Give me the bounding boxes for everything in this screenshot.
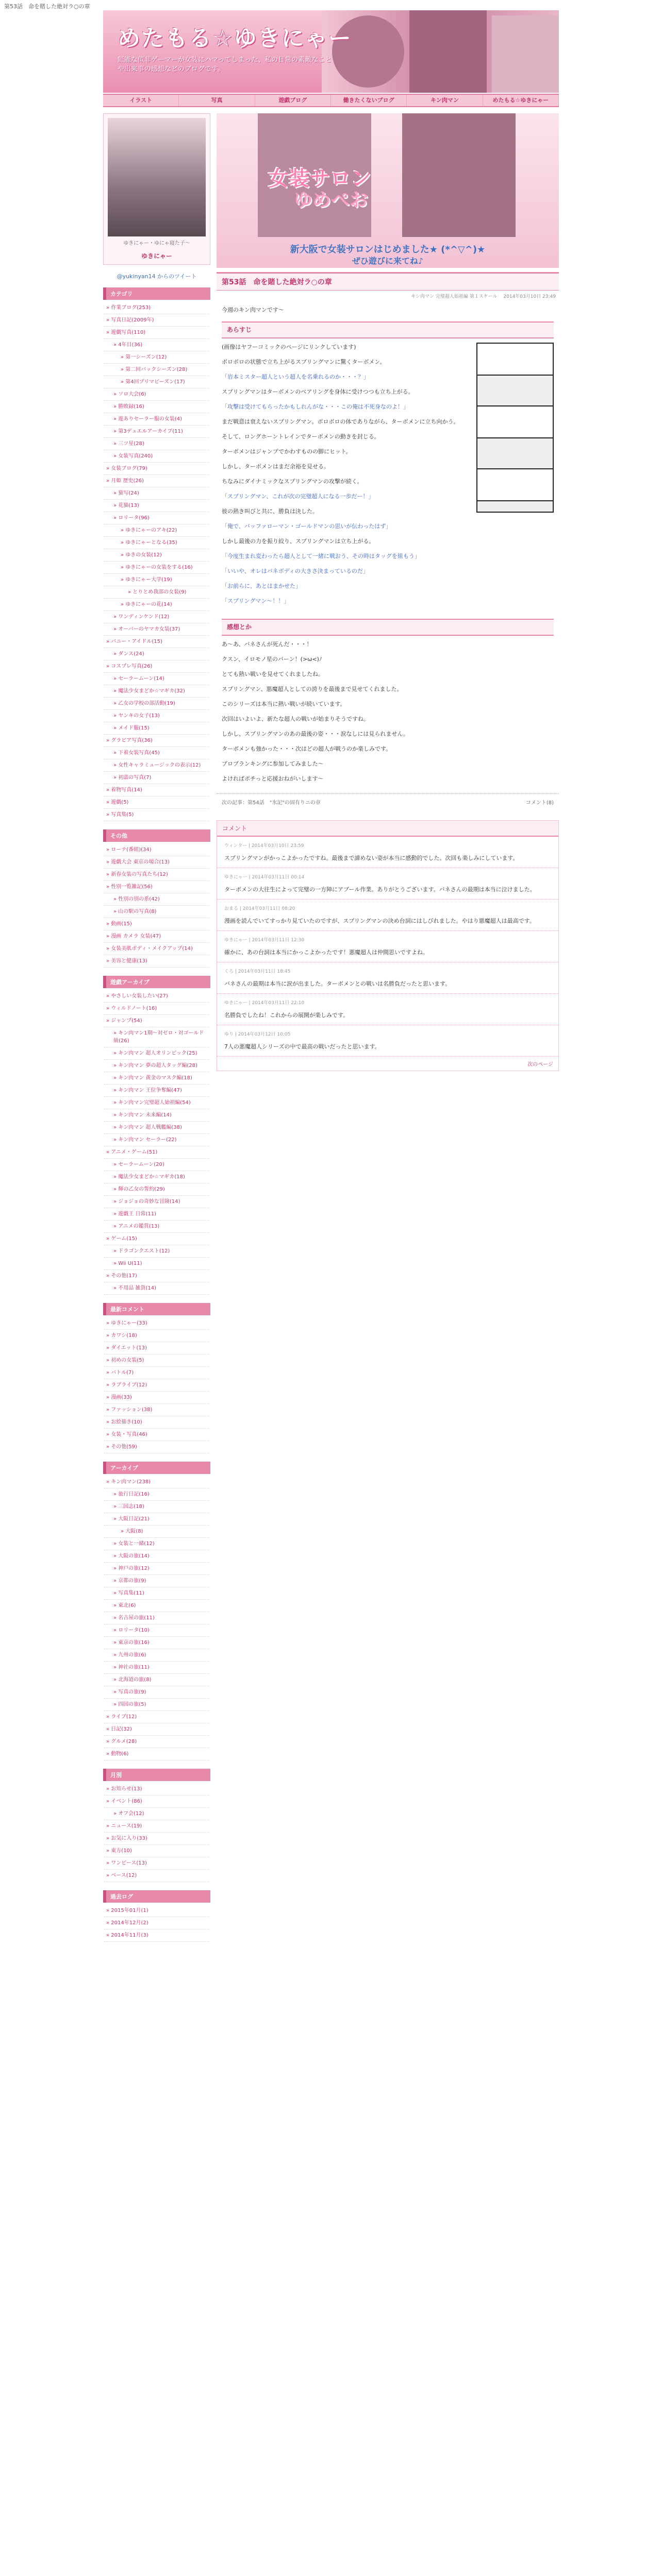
widget-link[interactable]: » ロリータ(96) bbox=[104, 512, 209, 524]
widget-link[interactable]: » ダンス(24) bbox=[104, 648, 209, 660]
widget-link[interactable]: » キン肉マン セーラー(22) bbox=[104, 1134, 209, 1146]
synopsis-paragraph: ちなみにダイナミックなスプリングマンの攻撃が続く。 bbox=[222, 478, 363, 485]
widget-link[interactable]: » 山の駅の写真(8) bbox=[104, 906, 209, 918]
header-photo-2 bbox=[409, 10, 487, 93]
widget-link[interactable]: » 遊ありセーラー服の女装(4) bbox=[104, 413, 209, 426]
profile-photo[interactable] bbox=[108, 118, 206, 236]
widget-link[interactable]: » ベース(12) bbox=[104, 1870, 209, 1882]
entry-intro: 今週のキン肉マンです～ bbox=[222, 307, 284, 313]
site-title[interactable]: めたもる☆ゆきにゃー bbox=[118, 25, 352, 52]
next-entry-link[interactable]: 次の記事：第54話 "氷記"の固有りニの章 bbox=[222, 800, 321, 806]
impressions-paragraph: このシリーズは本当に熱い戦いが続いています。 bbox=[222, 701, 346, 707]
widget-link[interactable]: » とりとめ我部の女装(9) bbox=[104, 586, 209, 599]
widget-link[interactable]: » ニュース(19) bbox=[104, 1820, 209, 1833]
widget-link[interactable]: » オーバーのヤマカ女装(37) bbox=[104, 623, 209, 636]
widget-link[interactable]: » 動画(15) bbox=[104, 918, 209, 930]
widget-link[interactable]: » 東北(6) bbox=[104, 1600, 209, 1612]
widget-link[interactable]: » グラビア写真(36) bbox=[104, 735, 209, 747]
comment-meta: おまる | 2014年03月11日 08:20 bbox=[224, 906, 295, 911]
widget-link[interactable]: » やさしい女装したい(27) bbox=[104, 990, 209, 1003]
widget-link[interactable]: » 下着女装写真(45) bbox=[104, 747, 209, 759]
widget-link[interactable]: » 四国の旅(5) bbox=[104, 1699, 209, 1711]
widget-link[interactable]: » 第4回プリマビーズン(17) bbox=[104, 376, 209, 388]
widget-link[interactable]: » 魔法少女まどか☆マギカ(32) bbox=[104, 685, 209, 698]
widget-link[interactable]: » 女装美肌ボディ・メイクアップ(14) bbox=[104, 943, 209, 955]
widget-link[interactable]: » Wii U(11) bbox=[104, 1258, 209, 1270]
synopsis-paragraph: (画像はヤフーコミックのページにリンクしています) bbox=[222, 344, 356, 350]
widget-link[interactable]: » アニメ・ゲーム(51) bbox=[104, 1146, 209, 1159]
widget-link[interactable]: » キン肉マン 夢の超人タッグ編(28) bbox=[104, 1060, 209, 1072]
widget-link[interactable]: » キン肉マン完璧超人始祖編(54) bbox=[104, 1097, 209, 1109]
widget-link[interactable]: » ラブライブ(12) bbox=[104, 1379, 209, 1392]
nav-item-photo[interactable]: 写真 bbox=[179, 95, 255, 106]
entry-category-link[interactable]: キン肉マン 完璧超人始祖編 第１スケール bbox=[411, 294, 498, 299]
widget-title: 月別 bbox=[103, 1769, 210, 1781]
sidebar-widget bbox=[103, 1890, 210, 1944]
widget-title: 過去ログ bbox=[103, 1890, 210, 1903]
widget-link[interactable]: » ライブ(12) bbox=[104, 1711, 209, 1723]
nav-item-illust[interactable]: イラスト bbox=[103, 95, 179, 106]
synopsis-paragraph: 「岩本ミスター超人という超人を名乗れるのか・・・？」 bbox=[222, 374, 369, 380]
comment-list bbox=[217, 837, 558, 1057]
widget-title: 遊戯アーカイブ bbox=[103, 976, 210, 988]
widget-link[interactable]: » 遊戯(5) bbox=[104, 796, 209, 809]
widget-link[interactable]: » セーラームーン(14) bbox=[104, 673, 209, 685]
widget-link[interactable]: » イベント(86) bbox=[104, 1795, 209, 1808]
widget-link[interactable]: » お知らせ(13) bbox=[104, 1783, 209, 1795]
comment-text: バネさんの最期は本当に涙が出ました。ターボメンとの戦いは名勝負だったと思います。 bbox=[224, 980, 451, 987]
nav-item-work-blog[interactable]: 働きたくないブログ bbox=[331, 95, 407, 106]
synopsis-paragraph: しかし、ターボメンはまだ余裕を見せる。 bbox=[222, 463, 329, 470]
widget-link[interactable]: » ゆきにゃーのアキ(22) bbox=[104, 524, 209, 537]
widget-link[interactable]: » 大阪の旅(14) bbox=[104, 1550, 209, 1563]
widget-list bbox=[103, 1474, 210, 1762]
widget-link[interactable]: » ロリータ(10) bbox=[104, 1624, 209, 1637]
widget-link[interactable]: » ワンディンケンド(12) bbox=[104, 611, 209, 623]
comments-pager[interactable]: 次のページ bbox=[527, 1062, 553, 1067]
synopsis-paragraph: まだ戦意は衰えないスプリングマン。ボロボロの体でありながら、ターボメンに立ち向かう。 bbox=[222, 418, 459, 425]
site-header bbox=[103, 10, 559, 93]
widget-link[interactable]: » 東方(10) bbox=[104, 1845, 209, 1857]
widget-link[interactable]: » 神戸の旅(12) bbox=[104, 1563, 209, 1575]
widget-link[interactable]: » 写真集(11) bbox=[104, 1587, 209, 1600]
widget-title: カテゴリ bbox=[103, 287, 210, 300]
banner-caption: 新大阪で女装サロンはじめました★ (*^▽^)★ bbox=[290, 244, 486, 255]
widget-link[interactable]: » コスプレ写真(26) bbox=[104, 660, 209, 673]
widget-link[interactable]: » キン肉マン 王位争奪編(47) bbox=[104, 1084, 209, 1097]
widget-link[interactable]: » 東京の旅(16) bbox=[104, 1637, 209, 1649]
widget-link[interactable]: » 遊戯大会 東京の場合(13) bbox=[104, 856, 209, 869]
widget-link[interactable]: » 九州の旅(6) bbox=[104, 1649, 209, 1662]
synopsis-paragraph: 彼の熱き叫びと共に、勝負は決した。 bbox=[222, 508, 318, 515]
nav-item-home[interactable]: めたもる☆ゆきにゃー bbox=[483, 95, 559, 106]
widget-link[interactable]: » ローテ(番組)(34) bbox=[104, 844, 209, 856]
comment-meta: ゆきにゃー | 2014年03月11日 12:30 bbox=[224, 938, 305, 943]
comment bbox=[217, 1025, 558, 1057]
comment bbox=[217, 962, 558, 994]
widget-link[interactable]: » 性別の別の系(42) bbox=[104, 893, 209, 906]
widget-list bbox=[103, 300, 210, 823]
widget-link[interactable]: » カワシ(18) bbox=[104, 1330, 209, 1342]
widget-link[interactable]: » キン肉マン1期～対ゼロ・対ゴールド級(26) bbox=[104, 1027, 209, 1047]
comment bbox=[217, 931, 558, 962]
nav-item-game-blog[interactable]: 遊戯ブログ bbox=[255, 95, 331, 106]
widget-link[interactable]: » 月姫 歴史(26) bbox=[104, 475, 209, 487]
widget-link[interactable]: » アニメの鑑賞(13) bbox=[104, 1221, 209, 1233]
sidebar-widget bbox=[103, 829, 210, 970]
widget-link[interactable]: » 女性キャラミュージックの表示(12) bbox=[104, 759, 209, 772]
comment bbox=[217, 837, 558, 868]
widget-link[interactable]: » 三ツ星(28) bbox=[104, 438, 209, 450]
widget-link[interactable]: » 新春女装の写真たち(12) bbox=[104, 869, 209, 881]
manga-image[interactable] bbox=[476, 343, 554, 513]
widget-list bbox=[103, 988, 210, 1297]
banner-main-text: 女装サロン bbox=[268, 167, 371, 191]
widget-link[interactable]: » 日記(32) bbox=[104, 1723, 209, 1736]
widget-link[interactable]: » 2014年11月(3) bbox=[104, 1929, 209, 1942]
comment bbox=[217, 994, 558, 1025]
widget-link[interactable]: » 不用品 雑貨(14) bbox=[104, 1282, 209, 1295]
widget-link[interactable]: » 4年目(36) bbox=[104, 339, 209, 351]
widget-link[interactable]: » 大阪日記(21) bbox=[104, 1513, 209, 1526]
widget-link[interactable]: » 2015年01月(1) bbox=[104, 1905, 209, 1917]
widget-list bbox=[103, 1781, 210, 1884]
entry-date: 2014年03月10日 23:49 bbox=[503, 294, 556, 299]
sidebar-widget bbox=[103, 1769, 210, 1884]
sidebar-widget bbox=[103, 1303, 210, 1455]
banner-photo-right bbox=[402, 113, 516, 237]
widget-link[interactable]: » 女装・写真(46) bbox=[104, 1429, 209, 1441]
widget-link[interactable]: » 美容と健康(13) bbox=[104, 955, 209, 968]
widget-list bbox=[103, 1315, 210, 1455]
header-photo-3 bbox=[492, 15, 559, 93]
widget-link[interactable]: » 輝の乙女の誓約(29) bbox=[104, 1183, 209, 1196]
widget-link[interactable]: » 漫画 カメラ 女装(47) bbox=[104, 930, 209, 943]
widget-link[interactable]: » 第3デュエルアーカイブ(11) bbox=[104, 426, 209, 438]
synopsis-paragraph: 「いいや、オレはバネボディの大きさ決まっているのだ」 bbox=[222, 568, 369, 574]
widget-link[interactable]: » 魔法少女まどか☆マギカ(18) bbox=[104, 1171, 209, 1183]
comment-meta: ゆきにゃー | 2014年03月11日 22:10 bbox=[224, 1001, 305, 1006]
widget-link[interactable]: » その他(59) bbox=[104, 1441, 209, 1453]
widget-link[interactable]: » ゆきにゃー大学(19) bbox=[104, 574, 209, 586]
comment-text: 名勝負でしたね！これからの展開が楽しみです。 bbox=[224, 1012, 349, 1019]
widget-link[interactable]: » ソロ大会(6) bbox=[104, 388, 209, 401]
widget-link[interactable]: » 勝敗録(16) bbox=[104, 401, 209, 413]
comment-text: 確かに、あの台詞は本当にかっこよかったです！悪魔超人は仲間思いですよね。 bbox=[224, 949, 428, 956]
widget-link[interactable]: » 神社の旅(11) bbox=[104, 1662, 209, 1674]
widget-link[interactable]: » 初詣の写真(7) bbox=[104, 772, 209, 784]
browser-title-bar: 第53話 命を賭した絶対ラ○の章 bbox=[4, 3, 90, 10]
widget-link[interactable]: » 乙女の学校の部活動(19) bbox=[104, 698, 209, 710]
widget-link[interactable]: » 大阪(8) bbox=[104, 1526, 209, 1538]
widget-link[interactable]: » ワンピース(13) bbox=[104, 1857, 209, 1870]
nav-item-kinnikuman[interactable]: キン肉マン bbox=[407, 95, 483, 106]
widget-link[interactable]: » ファッション(38) bbox=[104, 1404, 209, 1416]
banner-sub-text: ゆめぺお bbox=[294, 190, 369, 211]
impressions-paragraph: あ～あ、バネさんが死んだ・・・！ bbox=[222, 641, 312, 648]
profile-name[interactable]: ゆきにゃー bbox=[141, 252, 172, 260]
widget-link[interactable]: » ヤンキの女子(13) bbox=[104, 710, 209, 722]
synopsis-paragraph: 「攻撃は受けてもらったかもしれんがな・・・この俺は不死身なのよ！」 bbox=[222, 403, 409, 410]
sidebar bbox=[103, 113, 210, 1950]
entry-footer bbox=[217, 793, 559, 810]
widget-link[interactable]: » バニー・アイドル(15) bbox=[104, 636, 209, 648]
widget-link[interactable]: » 名古屋の旅(11) bbox=[104, 1612, 209, 1624]
synopsis-paragraph: ボロボロの状態で立ち上がるスプリングマンに驚くターボメン。 bbox=[222, 359, 386, 365]
global-nav bbox=[103, 94, 559, 107]
widget-link[interactable]: » 遊戯王 日常(11) bbox=[104, 1208, 209, 1221]
widget-link[interactable]: » バトル(7) bbox=[104, 1367, 209, 1379]
impressions-paragraph: 次回はいよいよ、新たな超人の戦いが始まりそうですね。 bbox=[222, 716, 369, 722]
impressions-heading: 感想とか bbox=[222, 619, 554, 636]
widget-link[interactable]: » キン肉マン 黄金のマスク編(18) bbox=[104, 1072, 209, 1084]
widget-link[interactable]: » ウィルドノート(16) bbox=[104, 1003, 209, 1015]
widget-link[interactable]: » グルメ(28) bbox=[104, 1736, 209, 1748]
impressions-paragraph: ターボメンも強かった・・・次はどの超人が戦うのか楽しみです。 bbox=[222, 745, 392, 752]
comments-section bbox=[217, 820, 559, 1071]
comment-meta: くろ | 2014年03月11日 18:45 bbox=[224, 969, 291, 974]
widget-link[interactable]: » 初めの女装(5) bbox=[104, 1354, 209, 1367]
comment-meta: ゆり | 2014年03月12日 10:05 bbox=[224, 1032, 291, 1037]
synopsis-paragraph: しかし最後の力を振り絞り、スプリングマンは立ち上がる。 bbox=[222, 538, 375, 545]
widget-list bbox=[103, 1903, 210, 1944]
comment-text: ターボメンの大往生によって完璧の一方陣にアブール作業。ありがとうございます。バネさんの最期は本当に泣けました。 bbox=[224, 886, 536, 893]
comments-count-link[interactable]: コメント(8) bbox=[525, 800, 554, 806]
widget-link[interactable]: » 京都の旅(9) bbox=[104, 1575, 209, 1587]
widget-link[interactable]: » 女装と一緒(12) bbox=[104, 1538, 209, 1550]
widget-link[interactable]: » 猫写(24) bbox=[104, 487, 209, 500]
synopsis-heading: あらすじ bbox=[222, 321, 554, 338]
widget-link[interactable]: » ダイエット(13) bbox=[104, 1342, 209, 1354]
widget-link[interactable]: » ゲーム(15) bbox=[104, 1233, 209, 1245]
widget-link[interactable]: » 写真集(5) bbox=[104, 809, 209, 821]
impressions-paragraph: よければポチっと応援おねがいします～ bbox=[222, 775, 324, 782]
banner-caption-2: ぜひ遊びに来てね♪ bbox=[352, 256, 424, 266]
impressions-paragraph: クスン、イロモノ星のバーン！(>ω<)ﾉ bbox=[222, 656, 322, 663]
comment bbox=[217, 900, 558, 931]
header-photo-strip bbox=[322, 10, 559, 93]
impressions-paragraph: プロブランキングに参加してみました～ bbox=[222, 760, 324, 767]
comment bbox=[217, 868, 558, 900]
impressions-paragraph: しかし、スプリングマンのあの最後の姿・・・涙なしには見られません。 bbox=[222, 731, 409, 737]
widget-link[interactable]: » 遊戯写真(110) bbox=[104, 327, 209, 339]
comment-meta: ウィンター | 2014年03月10日 23:59 bbox=[224, 843, 304, 849]
entry-body bbox=[217, 301, 559, 793]
site-description: 無能な似非ゲーマーが女装にハマってしまった、私の日常の素敵なことや出来事の感想などのブログです。 bbox=[118, 56, 332, 73]
twitter-link[interactable]: @yukinyan14 からのツイート bbox=[117, 273, 197, 280]
comments-heading: コメント bbox=[217, 821, 558, 837]
widget-link[interactable]: » 着物写真(14) bbox=[104, 784, 209, 796]
comment-text: スプリングマンがかっこよかったですね。最後まで諦めない姿が本当に感動的でした。次回も楽しみにしています。 bbox=[224, 855, 519, 861]
widget-title: 最新コメント bbox=[103, 1303, 210, 1315]
sidebar-widget bbox=[103, 287, 210, 823]
widget-link[interactable]: » ジョジョの奇妙な冒険(14) bbox=[104, 1196, 209, 1208]
widget-link[interactable]: » キン肉マン(238) bbox=[104, 1476, 209, 1488]
entry-meta bbox=[217, 291, 559, 301]
widget-link[interactable]: » 性別一覧雑記(56) bbox=[104, 881, 209, 893]
widget-link[interactable]: » 2014年12月(2) bbox=[104, 1917, 209, 1929]
widget-link[interactable]: » 三国志(18) bbox=[104, 1501, 209, 1513]
widget-link[interactable]: » お気に入り(33) bbox=[104, 1833, 209, 1845]
widget-link[interactable]: » ジャンプ(54) bbox=[104, 1015, 209, 1027]
widget-link[interactable]: » ゆきにゃー(33) bbox=[104, 1317, 209, 1330]
sidebar-widgets bbox=[103, 287, 210, 1944]
widget-link[interactable]: » 女装ブログ(79) bbox=[104, 463, 209, 475]
widget-link[interactable]: » 作業ブログ(253) bbox=[104, 302, 209, 314]
widget-link[interactable]: » 北海道の旅(8) bbox=[104, 1674, 209, 1686]
widget-link[interactable]: » ゆきの女装(12) bbox=[104, 549, 209, 562]
widget-link[interactable]: » ドラゴンクエスト(12) bbox=[104, 1245, 209, 1258]
widget-list bbox=[103, 842, 210, 970]
widget-link[interactable]: » 第一シーズン(12) bbox=[104, 351, 209, 364]
widget-link[interactable]: » オフ会(12) bbox=[104, 1808, 209, 1820]
widget-link[interactable]: » メイド服(15) bbox=[104, 722, 209, 735]
comment-text: 7人の悪魔超人シリーズの中で最高の戦いだったと思います。 bbox=[224, 1043, 380, 1050]
widget-link[interactable]: » 動物(6) bbox=[104, 1748, 209, 1760]
widget-link[interactable]: » ゆきにゃーの女装をする(16) bbox=[104, 562, 209, 574]
impressions-paragraph: とても熱い戦いを見せてくれましたね。 bbox=[222, 671, 324, 677]
widget-link[interactable]: » ゆきにゃーとなる(35) bbox=[104, 537, 209, 549]
comment-meta: ゆきにゃー | 2014年03月11日 00:14 bbox=[224, 875, 305, 880]
widget-link[interactable]: » ゆきにゃーの花(14) bbox=[104, 599, 209, 611]
widget-link[interactable]: » 女装写真(240) bbox=[104, 450, 209, 463]
synopsis-paragraph: 「スプリングマン、これが次の完璧超人になる一歩だー！」 bbox=[222, 493, 374, 500]
main-content bbox=[217, 113, 559, 1071]
widget-title: その他 bbox=[103, 829, 210, 842]
synopsis-paragraph: 「今度生まれ変わったら超人として一緒に戦おう、その時はタッグを組もう」 bbox=[222, 553, 420, 560]
widget-link[interactable]: » 花猫(13) bbox=[104, 500, 209, 512]
widget-link[interactable]: » 第二回バックシーズン(28) bbox=[104, 364, 209, 376]
synopsis-paragraph: 「俺で、バッファローマン・ゴールドマンの思いが伝わったはず」 bbox=[222, 523, 392, 530]
synopsis-paragraph: 「スプリングマン～！！」 bbox=[222, 598, 290, 604]
widget-title: アーカイブ bbox=[103, 1462, 210, 1474]
salon-banner[interactable] bbox=[217, 113, 559, 268]
widget-link[interactable]: » セーラームーン(20) bbox=[104, 1159, 209, 1171]
widget-link[interactable]: » キン肉マン 未来編(14) bbox=[104, 1109, 209, 1122]
sidebar-widget bbox=[103, 976, 210, 1297]
widget-link[interactable]: » 写真日記(2009年) bbox=[104, 314, 209, 327]
widget-link[interactable]: » その他(17) bbox=[104, 1270, 209, 1282]
widget-link[interactable]: » 旅行日記(16) bbox=[104, 1488, 209, 1501]
impressions-text bbox=[222, 640, 554, 783]
synopsis-paragraph: スプリングマンはターボメンのベアリングを身体に受けつつも立ち上がる。 bbox=[222, 388, 414, 395]
impressions-paragraph: スプリングマン、悪魔超人としての誇りを最後まで見せてくれました。 bbox=[222, 686, 403, 692]
widget-link[interactable]: » 写真の旅(9) bbox=[104, 1686, 209, 1699]
synopsis-paragraph: 「お前らに、あとはまかせた」 bbox=[222, 583, 301, 589]
widget-link[interactable]: » キン肉マン 超人オリンピック(25) bbox=[104, 1047, 209, 1060]
widget-link[interactable]: » 漫画(33) bbox=[104, 1392, 209, 1404]
profile-box bbox=[103, 113, 210, 265]
synopsis-paragraph: ターボメンはジャンプでかわすものの脚にヒット。 bbox=[222, 448, 352, 455]
profile-caption: ゆきにゃー・ゆにゃ寝た子～ bbox=[123, 241, 190, 246]
synopsis-paragraph: そして、ロングホーントレインでターボメンの動きを封じる。 bbox=[222, 433, 380, 440]
comment-text: 漫画を読んでいてすっかり見ていたのですが、スプリングマンの決め台詞にはしびれました。やはり悪魔超人は最高です。 bbox=[224, 918, 535, 924]
sidebar-widget bbox=[103, 1462, 210, 1762]
widget-link[interactable]: » キン肉マン 超人戦艦編(38) bbox=[104, 1122, 209, 1134]
entry-title[interactable]: 第53話 命を賭した絶対ラ○の章 bbox=[217, 272, 559, 291]
widget-link[interactable]: » お絵描き(10) bbox=[104, 1416, 209, 1429]
